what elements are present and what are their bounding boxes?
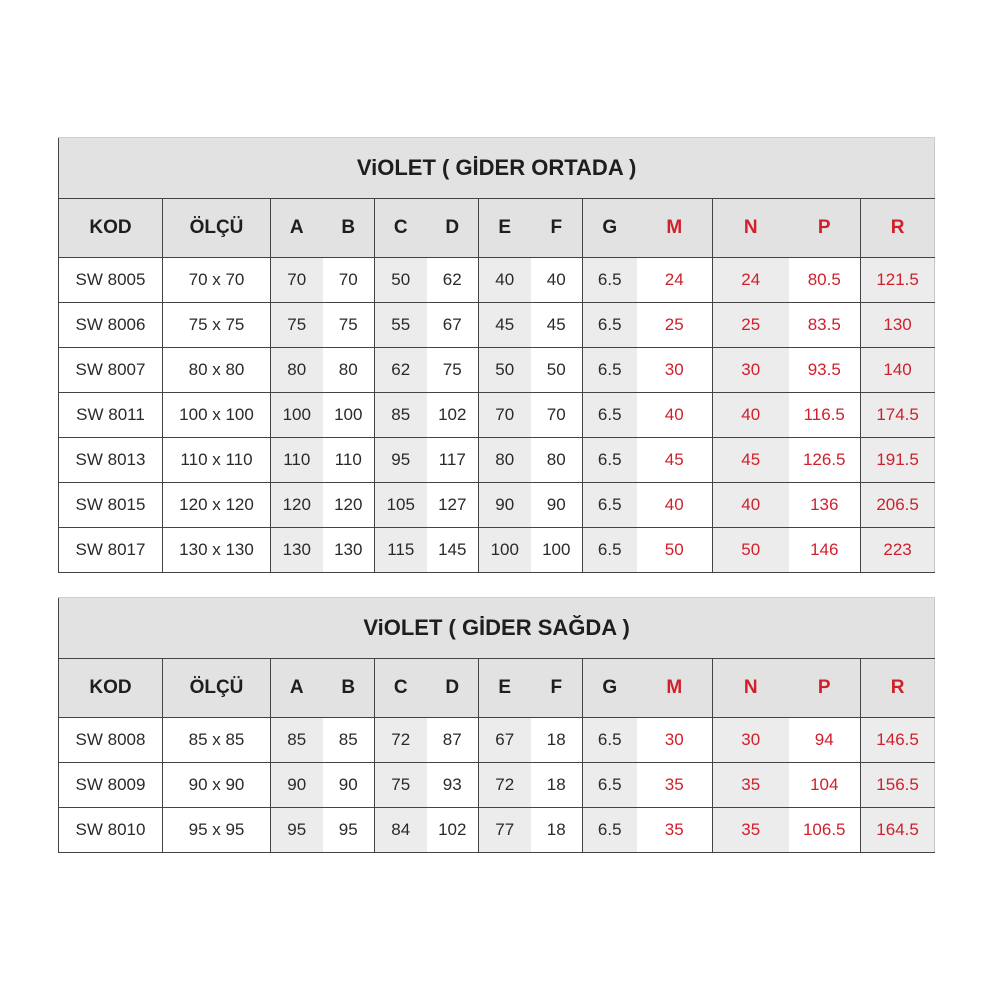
cell-g: 6.5 (583, 258, 637, 303)
cell-n: 30 (713, 718, 789, 763)
cell-n: 50 (713, 528, 789, 573)
cell-kod: SW 8011 (59, 393, 163, 438)
cell-e: 67 (479, 718, 531, 763)
cell-kod: SW 8006 (59, 303, 163, 348)
cell-d: 87 (427, 718, 479, 763)
cell-c: 75 (375, 763, 427, 808)
cell-b: 100 (323, 393, 375, 438)
cell-b: 120 (323, 483, 375, 528)
column-header-kod: KOD (59, 659, 163, 718)
cell-m: 50 (637, 528, 713, 573)
column-header-c: C (375, 659, 427, 718)
cell-d: 145 (427, 528, 479, 573)
column-header-b: B (323, 659, 375, 718)
column-header-a: A (271, 199, 323, 258)
cell-e: 70 (479, 393, 531, 438)
table-title: ViOLET ( GİDER ORTADA ) (59, 138, 935, 199)
cell-f: 18 (531, 718, 583, 763)
column-header-olcu: ÖLÇÜ (163, 199, 271, 258)
cell-e: 80 (479, 438, 531, 483)
cell-kod: SW 8008 (59, 718, 163, 763)
cell-e: 90 (479, 483, 531, 528)
cell-e: 45 (479, 303, 531, 348)
table-row (59, 718, 935, 763)
cell-p: 126.5 (789, 438, 861, 483)
cell-p: 106.5 (789, 808, 861, 853)
cell-f: 18 (531, 808, 583, 853)
column-header-d: D (427, 199, 479, 258)
cell-p: 136 (789, 483, 861, 528)
column-header-g: G (583, 199, 637, 258)
cell-p: 94 (789, 718, 861, 763)
cell-olcu: 130 x 130 (163, 528, 271, 573)
table-row (59, 258, 935, 303)
cell-d: 62 (427, 258, 479, 303)
cell-m: 30 (637, 348, 713, 393)
cell-f: 50 (531, 348, 583, 393)
cell-f: 45 (531, 303, 583, 348)
cell-c: 55 (375, 303, 427, 348)
cell-d: 102 (427, 393, 479, 438)
column-header-m: M (637, 659, 713, 718)
cell-olcu: 90 x 90 (163, 763, 271, 808)
cell-a: 70 (271, 258, 323, 303)
spec-table-gider-sagda (58, 597, 935, 853)
column-header-f: F (531, 659, 583, 718)
cell-f: 18 (531, 763, 583, 808)
column-header-g: G (583, 659, 637, 718)
column-header-e: E (479, 659, 531, 718)
cell-r: 140 (861, 348, 935, 393)
cell-c: 85 (375, 393, 427, 438)
cell-olcu: 95 x 95 (163, 808, 271, 853)
cell-olcu: 110 x 110 (163, 438, 271, 483)
cell-r: 174.5 (861, 393, 935, 438)
cell-r: 121.5 (861, 258, 935, 303)
cell-g: 6.5 (583, 763, 637, 808)
cell-g: 6.5 (583, 808, 637, 853)
cell-d: 75 (427, 348, 479, 393)
cell-n: 25 (713, 303, 789, 348)
cell-kod: SW 8010 (59, 808, 163, 853)
cell-p: 104 (789, 763, 861, 808)
cell-n: 45 (713, 438, 789, 483)
cell-n: 30 (713, 348, 789, 393)
cell-m: 35 (637, 808, 713, 853)
cell-b: 70 (323, 258, 375, 303)
column-header-b: B (323, 199, 375, 258)
column-header-c: C (375, 199, 427, 258)
cell-a: 95 (271, 808, 323, 853)
cell-r: 191.5 (861, 438, 935, 483)
cell-n: 35 (713, 808, 789, 853)
column-header-p: P (789, 199, 861, 258)
spec-table-gider-ortada (58, 137, 935, 573)
cell-r: 146.5 (861, 718, 935, 763)
cell-kod: SW 8007 (59, 348, 163, 393)
table-row (59, 483, 935, 528)
cell-a: 130 (271, 528, 323, 573)
cell-n: 40 (713, 393, 789, 438)
cell-b: 110 (323, 438, 375, 483)
cell-p: 93.5 (789, 348, 861, 393)
cell-olcu: 100 x 100 (163, 393, 271, 438)
column-header-e: E (479, 199, 531, 258)
cell-b: 75 (323, 303, 375, 348)
cell-n: 40 (713, 483, 789, 528)
cell-g: 6.5 (583, 393, 637, 438)
cell-d: 117 (427, 438, 479, 483)
column-header-kod: KOD (59, 199, 163, 258)
cell-c: 72 (375, 718, 427, 763)
cell-f: 70 (531, 393, 583, 438)
table-row (59, 393, 935, 438)
cell-d: 102 (427, 808, 479, 853)
cell-f: 90 (531, 483, 583, 528)
cell-b: 95 (323, 808, 375, 853)
cell-b: 80 (323, 348, 375, 393)
cell-m: 40 (637, 483, 713, 528)
cell-e: 72 (479, 763, 531, 808)
cell-b: 130 (323, 528, 375, 573)
column-header-m: M (637, 199, 713, 258)
cell-f: 100 (531, 528, 583, 573)
cell-kod: SW 8009 (59, 763, 163, 808)
cell-r: 164.5 (861, 808, 935, 853)
cell-g: 6.5 (583, 483, 637, 528)
cell-n: 24 (713, 258, 789, 303)
cell-r: 156.5 (861, 763, 935, 808)
cell-b: 90 (323, 763, 375, 808)
cell-p: 80.5 (789, 258, 861, 303)
cell-c: 62 (375, 348, 427, 393)
cell-olcu: 75 x 75 (163, 303, 271, 348)
cell-m: 25 (637, 303, 713, 348)
cell-a: 80 (271, 348, 323, 393)
column-header-r: R (861, 199, 935, 258)
column-header-olcu: ÖLÇÜ (163, 659, 271, 718)
column-header-a: A (271, 659, 323, 718)
cell-kod: SW 8013 (59, 438, 163, 483)
cell-g: 6.5 (583, 528, 637, 573)
cell-e: 77 (479, 808, 531, 853)
cell-r: 206.5 (861, 483, 935, 528)
column-header-f: F (531, 199, 583, 258)
column-header-d: D (427, 659, 479, 718)
cell-kod: SW 8017 (59, 528, 163, 573)
cell-a: 85 (271, 718, 323, 763)
cell-c: 50 (375, 258, 427, 303)
cell-m: 35 (637, 763, 713, 808)
cell-m: 24 (637, 258, 713, 303)
cell-e: 100 (479, 528, 531, 573)
cell-olcu: 120 x 120 (163, 483, 271, 528)
cell-g: 6.5 (583, 303, 637, 348)
column-header-n: N (713, 199, 789, 258)
cell-r: 130 (861, 303, 935, 348)
cell-m: 45 (637, 438, 713, 483)
cell-p: 116.5 (789, 393, 861, 438)
table-row (59, 303, 935, 348)
cell-kod: SW 8005 (59, 258, 163, 303)
cell-d: 127 (427, 483, 479, 528)
table-title: ViOLET ( GİDER SAĞDA ) (59, 598, 935, 659)
cell-a: 110 (271, 438, 323, 483)
table-row (59, 528, 935, 573)
cell-c: 84 (375, 808, 427, 853)
cell-f: 80 (531, 438, 583, 483)
cell-m: 30 (637, 718, 713, 763)
cell-kod: SW 8015 (59, 483, 163, 528)
cell-a: 90 (271, 763, 323, 808)
cell-r: 223 (861, 528, 935, 573)
column-header-n: N (713, 659, 789, 718)
cell-c: 115 (375, 528, 427, 573)
cell-c: 105 (375, 483, 427, 528)
cell-m: 40 (637, 393, 713, 438)
column-header-p: P (789, 659, 861, 718)
cell-p: 146 (789, 528, 861, 573)
cell-p: 83.5 (789, 303, 861, 348)
cell-e: 50 (479, 348, 531, 393)
cell-olcu: 80 x 80 (163, 348, 271, 393)
cell-g: 6.5 (583, 348, 637, 393)
cell-d: 67 (427, 303, 479, 348)
table-row (59, 808, 935, 853)
cell-b: 85 (323, 718, 375, 763)
table-row (59, 763, 935, 808)
cell-n: 35 (713, 763, 789, 808)
cell-a: 75 (271, 303, 323, 348)
column-header-r: R (861, 659, 935, 718)
cell-g: 6.5 (583, 438, 637, 483)
cell-e: 40 (479, 258, 531, 303)
cell-a: 100 (271, 393, 323, 438)
cell-f: 40 (531, 258, 583, 303)
cell-olcu: 85 x 85 (163, 718, 271, 763)
cell-g: 6.5 (583, 718, 637, 763)
table-row (59, 438, 935, 483)
cell-d: 93 (427, 763, 479, 808)
cell-a: 120 (271, 483, 323, 528)
table-row (59, 348, 935, 393)
cell-olcu: 70 x 70 (163, 258, 271, 303)
cell-c: 95 (375, 438, 427, 483)
